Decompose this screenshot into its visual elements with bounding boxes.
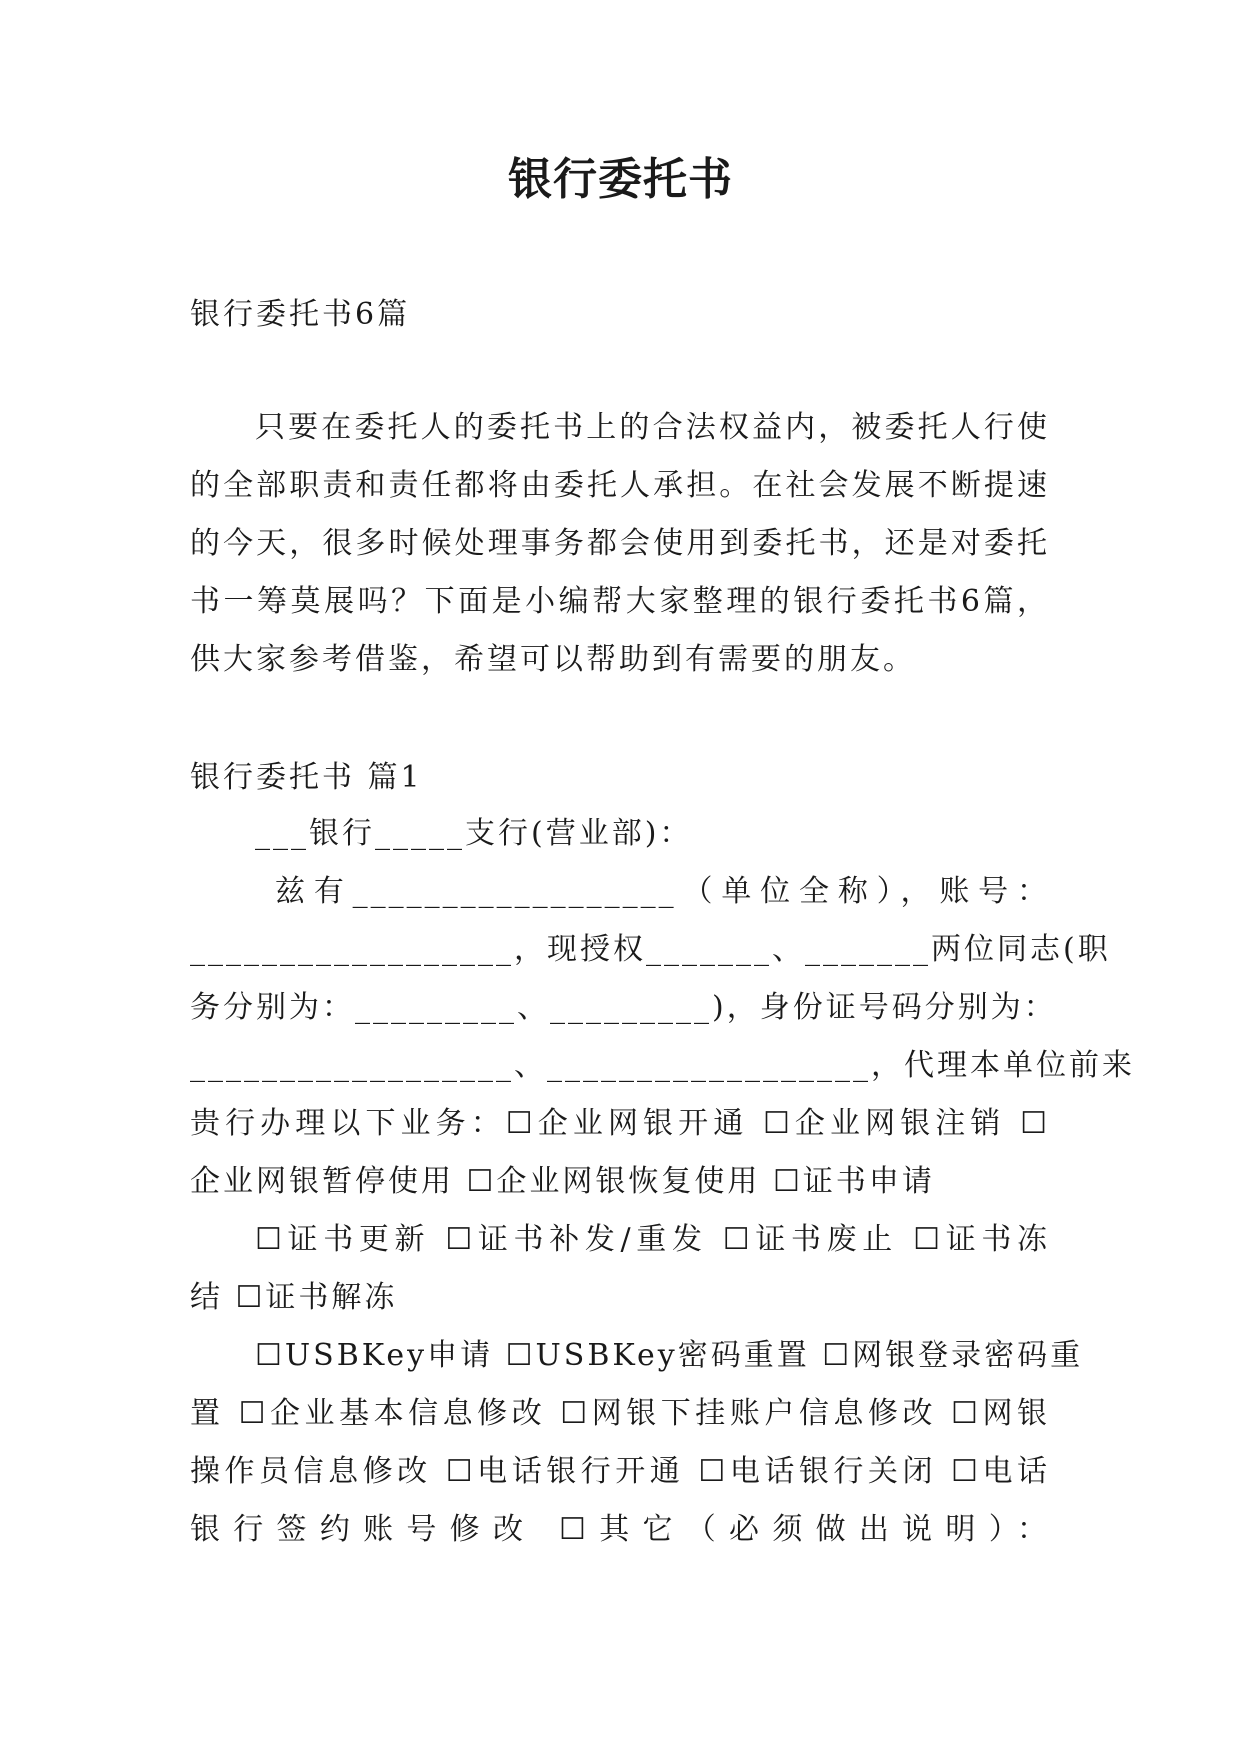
- body-line-4: __________________、__________________，代理本单位前来: [190, 1048, 1135, 1083]
- body-line-3: 务分别为：_________、_________)，身份证号码分别为：: [190, 990, 1057, 1025]
- intro-line-4: 书一筹莫展吗？下面是小编帮大家整理的银行委托书6篇，: [190, 584, 1050, 619]
- intro-line-2: 的全部职责和责任都将由委托人承担。在社会发展不断提速: [190, 468, 1050, 503]
- document-title: 银行委托书: [508, 154, 733, 205]
- intro-line-5: 供大家参考借鉴，希望可以帮助到有需要的朋友。: [190, 642, 916, 677]
- body-line-7: ☐证书更新 ☐证书补发/重发 ☐证书废止 ☐证书冻: [255, 1222, 1050, 1257]
- body-line-9: ☐USBKey申请 ☐USBKey密码重置 ☐网银登录密码重: [255, 1338, 1084, 1373]
- body-line-10: 置 ☐企业基本信息修改 ☐网银下挂账户信息修改 ☐网银: [190, 1396, 1050, 1431]
- body-line-2: __________________，现授权_______、_______两位同志(职: [190, 932, 1111, 967]
- body-line-5: 贵行办理以下业务：☐企业网银开通 ☐企业网银注销 ☐: [190, 1106, 1050, 1141]
- body-line-11: 操作员信息修改 ☐电话银行开通 ☐电话银行关闭 ☐电话: [190, 1454, 1050, 1489]
- body-line-1: 兹有__________________（单位全称），账号：: [275, 874, 1050, 909]
- intro-line-3: 的今天，很多时候处理事务都会使用到委托书，还是对委托: [190, 526, 1050, 561]
- document-subtitle: 银行委托书6篇: [190, 297, 411, 332]
- body-line-6: 企业网银暂停使用 ☐企业网银恢复使用 ☐证书申请: [190, 1164, 935, 1199]
- section-heading: 银行委托书 篇1: [190, 760, 423, 795]
- body-line-8: 结 ☐证书解冻: [190, 1280, 398, 1315]
- intro-line-1: 只要在委托人的委托书上的合法权益内，被委托人行使: [255, 410, 1050, 445]
- body-line-addressee: ___银行_____支行(营业部)：: [255, 816, 693, 851]
- body-line-12: 银行签约账号修改 ☐其它（必须做出说明）：: [190, 1512, 1050, 1547]
